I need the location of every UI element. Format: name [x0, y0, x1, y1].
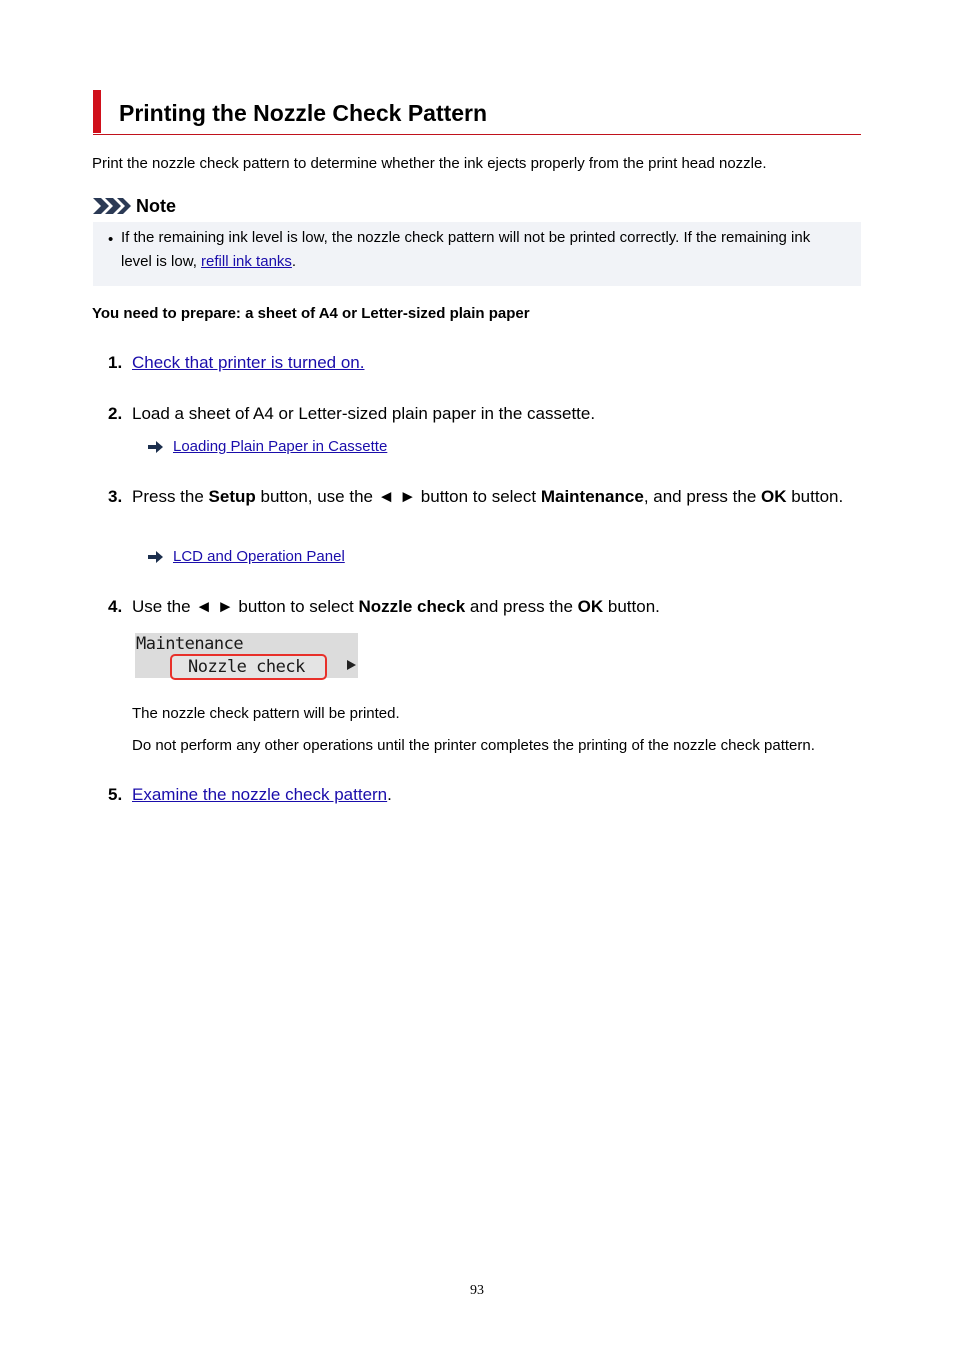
right-arrow-icon	[148, 551, 163, 563]
step-4-note-1: The nozzle check pattern will be printed.	[132, 705, 400, 722]
lcd-menu-title: Maintenance	[136, 634, 244, 654]
page-title-block	[93, 90, 861, 135]
step-4-note-2: Do not perform any other operations until the printer completes the printing of the nozzle check pattern.	[132, 737, 815, 754]
step-text: Load a sheet of A4 or Letter-sized plain paper in the cassette.	[132, 404, 596, 423]
page-number: 93	[470, 1283, 484, 1298]
step-number: 4.	[108, 597, 123, 616]
step-number: 3.	[108, 487, 123, 506]
prepare-requirement: You need to prepare: a sheet of A4 or Letter-sized plain paper	[92, 305, 530, 322]
note-box	[93, 222, 861, 286]
document-page: Printing the Nozzle Check Pattern Print the nozzle check pattern to determine whether the ink ejects properly from the print head nozzle. Note • If the remaining ink level is low, the nozzle check pattern will not be printed correctly. If the remaining ink level is low, refill ink tanks. You need to prepare: a sheet of A4 or Letter-sized plain paper 1. Check that printer is turned on. 2. Load a sheet of A4 or Letter-sized plain paper in the cassette. Loading Plain Paper in Cassette 3. Press the Setup button, use the ◄ ► button to select Maintenance, and press the OK button. LCD and Operation Panel 4. Use the ◄ ► button to select Nozzle check and press the OK button. Maintenance Nozzle check The nozzle check pattern will be printed. Do not perform any other operations until the printer completes the printing of the nozzle check pattern. 5. Examine the nozzle check pattern. 93	[0, 0, 954, 1350]
note-label: Note	[136, 196, 176, 216]
loading-plain-paper-link[interactable]: Loading Plain Paper in Cassette	[173, 438, 388, 455]
lcd-screen	[135, 633, 358, 678]
step-text: Press the Setup button, use the ◄ ► button to select Maintenance, and press the OK button.	[132, 487, 844, 506]
note-chevrons-icon	[93, 197, 133, 215]
examine-nozzle-pattern-link[interactable]: Examine the nozzle check pattern	[132, 785, 388, 804]
note-bullet: •	[108, 231, 114, 248]
check-printer-on-link[interactable]: Check that printer is turned on.	[132, 353, 365, 372]
step-number: 5.	[108, 785, 123, 804]
right-arrow-icon	[148, 441, 163, 453]
left-right-arrows-icon: ◄ ►	[377, 487, 417, 506]
lcd-selected-item: Nozzle check	[170, 654, 327, 680]
step-text: Use the ◄ ► button to select Nozzle check and press the OK button.	[132, 597, 660, 616]
refill-ink-tanks-link[interactable]: refill ink tanks	[201, 253, 292, 270]
page-title: Printing the Nozzle Check Pattern	[119, 100, 488, 126]
title-accent-bar	[93, 90, 101, 133]
step-number: 2.	[108, 404, 123, 423]
lcd-right-arrow-icon	[347, 660, 356, 670]
lcd-operation-panel-link[interactable]: LCD and Operation Panel	[173, 548, 345, 565]
note-text: If the remaining ink level is low, the nozzle check pattern will not be printed correctly. If the remaining ink level is low, refill ink tanks.	[121, 229, 811, 270]
step-number: 1.	[108, 353, 123, 372]
intro-paragraph: Print the nozzle check pattern to determine whether the ink ejects properly from the print head nozzle.	[92, 155, 767, 172]
left-right-arrows-icon: ◄ ►	[195, 597, 234, 616]
